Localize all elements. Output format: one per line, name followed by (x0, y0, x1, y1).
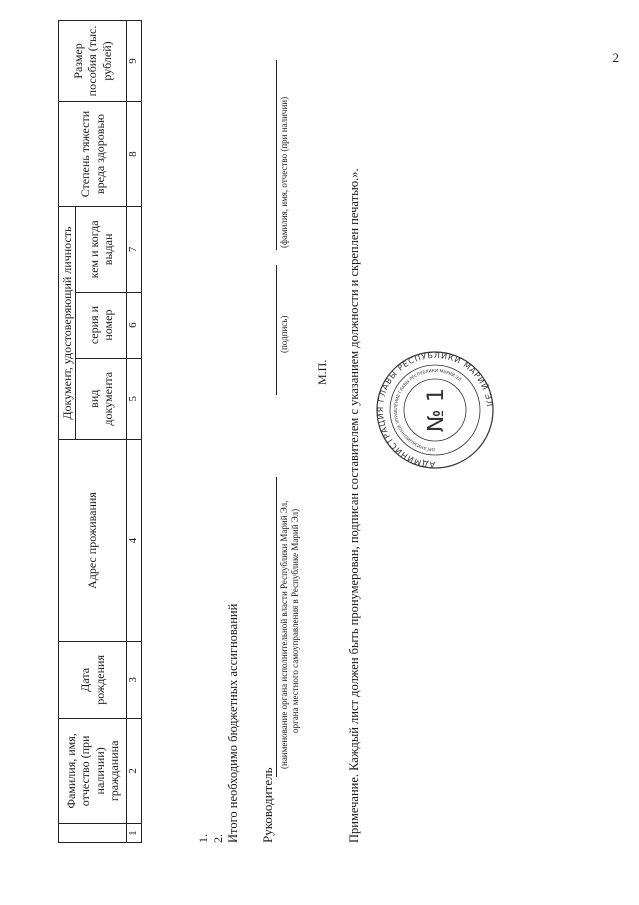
header-full-name: Фамилия, имя, отчество (при наличии) гражданина (59, 718, 127, 824)
header-benefit-amount: Размер пособия (тыс. рублей) (59, 21, 127, 102)
name-line (276, 60, 277, 250)
column-number: 8 (127, 101, 142, 206)
document-content (0, 20, 639, 865)
signature-line (276, 265, 277, 395)
total-label: Итого необходимо бюджетных ассигнований (226, 603, 240, 843)
header-birth-date: Дата рождения (59, 642, 127, 718)
org-caption-line1: (наименование органа исполнительной власти Республики Марий Эл, (279, 500, 289, 769)
header-document-type: вид документа (76, 358, 127, 439)
page-number: 2 (612, 50, 619, 65)
column-number: 6 (127, 292, 142, 358)
official-stamp (375, 350, 495, 470)
stamp-outer-text: АДМИНИСТРАЦИЯ ГЛАВЫ РЕСПУБЛИКИ МАРИЙ ЭЛ (375, 350, 494, 470)
list-item: 2. (211, 834, 225, 843)
column-numbers-row (127, 21, 142, 843)
recipients-table (58, 20, 142, 843)
name-caption: (фамилия, имя, отчество (при наличии) (279, 96, 289, 248)
column-number: 4 (127, 439, 142, 641)
column-number: 3 (127, 642, 142, 718)
org-name-line (276, 477, 277, 777)
seal-label: М.П. (315, 359, 329, 385)
column-number: 2 (127, 718, 142, 824)
header-id-document: Документ, удостоверяющий личность (59, 207, 76, 440)
org-caption-line2: органа местного самоуправления в Республике Марий Эл) (290, 508, 300, 733)
column-number: 7 (127, 207, 142, 292)
header-issued-by: кем и когда выдан (76, 207, 127, 292)
note-text: Примечание. Каждый лист должен быть пронумерован, подписан составителем с указанием должности и скреплен печатью.». (347, 168, 361, 843)
header-series-number: серия и номер (76, 292, 127, 358)
list-item: 1. (196, 834, 210, 843)
column-number: 5 (127, 358, 142, 439)
column-number: 1 (127, 824, 142, 843)
header-address: Адрес проживания (59, 439, 127, 641)
stamp-inner-text: ОРГАНИЗАЦИОННОЕ УПРАВЛЕНИЕ ГЛАВЫ РЕСПУБЛИКИ МАРИЙ ЭЛ (392, 367, 463, 453)
signature-caption: (подпись) (279, 315, 289, 353)
head-label: Руководитель (260, 767, 275, 843)
column-number: 9 (127, 21, 142, 102)
header-harm-severity: Степень тяжести вреда здоровью (59, 101, 127, 206)
header-col1 (59, 824, 127, 843)
stamp-center-text: № 1 (424, 388, 449, 432)
